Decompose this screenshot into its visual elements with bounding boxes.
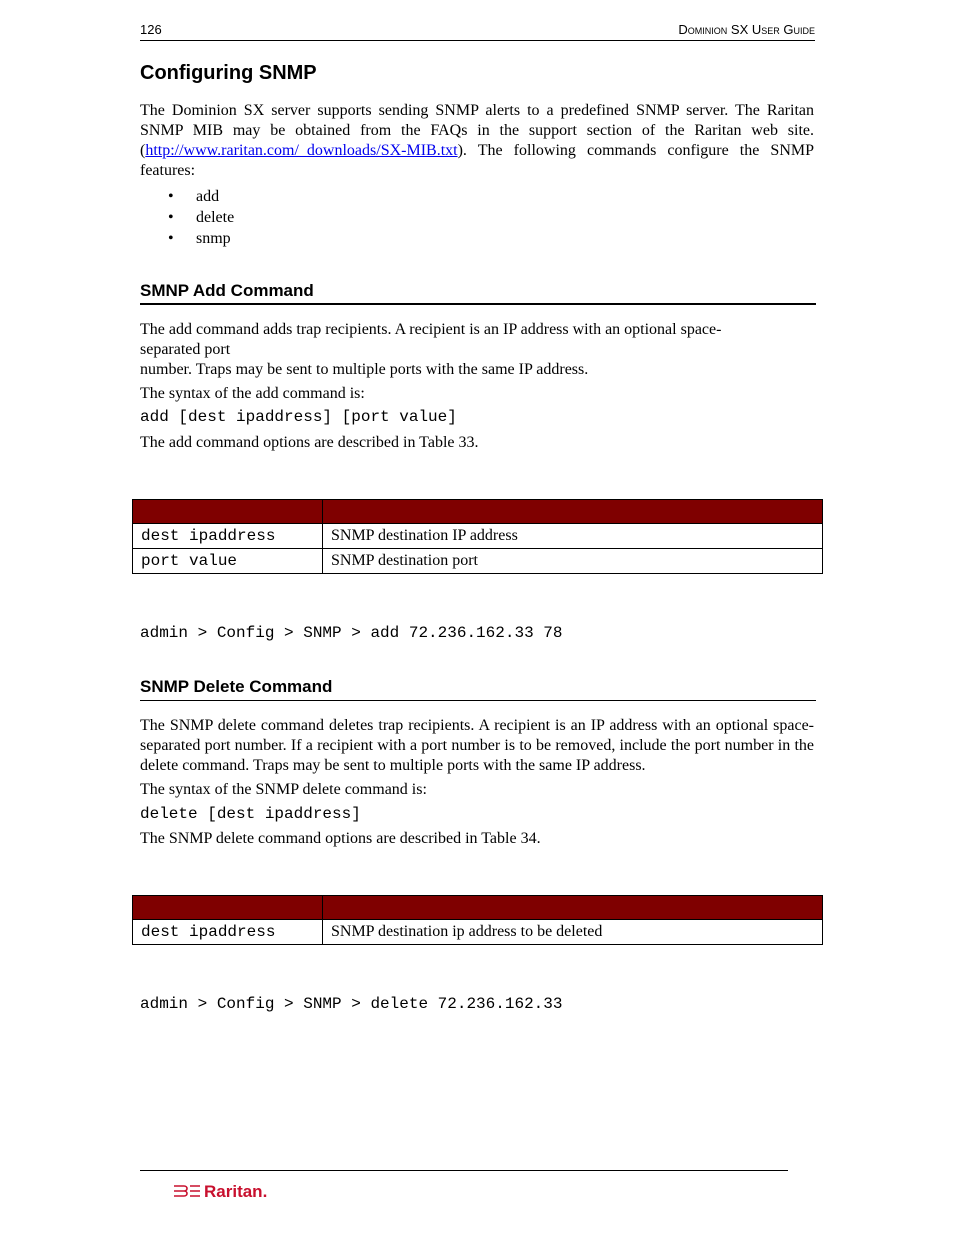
description-cell: SNMP destination port [323,549,823,574]
table-row [133,549,823,574]
intro-text-start: The Dominion SX server supports sending SNMP alerts to a predefined SNMP server. The Raritan SNMP MIB may be obtained from the FAQs in the support section of the Raritan web site. ( [140,102,814,159]
table-header-row [133,500,823,524]
add-syntax: add [dest ipaddress] [port value] [140,408,457,426]
description-cell: SNMP destination ip address to be deleted [323,920,823,945]
delete-options-reference: The SNMP delete command options are described in Table 34. [140,830,541,847]
list-item: • add [168,186,234,207]
delete-syntax: delete [dest ipaddress] [140,805,361,823]
add-description-line: number. Traps may be sent to multiple ports with the same IP address. [140,361,589,378]
list-item: • delete [168,207,234,228]
raritan-logo [172,1180,282,1202]
list-item: • snmp [168,228,234,249]
logo-mark-icon [174,1186,200,1196]
add-syntax-intro: The syntax of the add command is: [140,385,365,402]
delete-options-table [132,895,823,945]
option-cell: dest ipaddress [133,524,323,549]
intro-text-end: ). The following commands configure the SNMP features: [140,142,814,179]
running-title: Dominion SX User Guide [678,22,815,37]
page-number: 126 [140,22,162,37]
add-description [140,320,814,380]
option-cell: dest ipaddress [133,920,323,945]
page-header [140,22,815,41]
mib-download-link[interactable]: http://www.raritan.com/_downloads/SX-MIB.txt [145,142,458,159]
feature-list [168,186,234,249]
description-cell: SNMP destination IP address [323,524,823,549]
delete-syntax-intro: The syntax of the SNMP delete command is: [140,781,427,798]
add-description-line: The add command adds trap recipients. A recipient is an IP address with an optional space- [140,321,722,338]
add-example: admin > Config > SNMP > add 72.236.162.33 78 [140,624,563,642]
table-header-row [133,896,823,920]
table-row [133,524,823,549]
section-heading: Configuring SNMP [140,62,317,84]
table-row [133,920,823,945]
add-options-table [132,499,823,574]
delete-description: The SNMP delete command deletes trap recipients. A recipient is an IP address with an optional space- separated port number. If a recipient with a port number is to be removed, include the port number in the delete command. Traps may be sent to multiple ports with the same IP address. [140,717,814,774]
footer-rule [140,1170,788,1171]
add-description-line: separated port [140,341,231,358]
delete-example: admin > Config > SNMP > delete 72.236.162.33 [140,995,563,1013]
delete-command-heading: SNMP Delete Command [140,677,816,701]
option-cell: port value [133,549,323,574]
logo-text: Raritan. [204,1182,268,1201]
add-options-reference: The add command options are described in Table 33. [140,434,479,451]
add-command-heading: SMNP Add Command [140,281,816,305]
intro-paragraph [140,101,814,181]
